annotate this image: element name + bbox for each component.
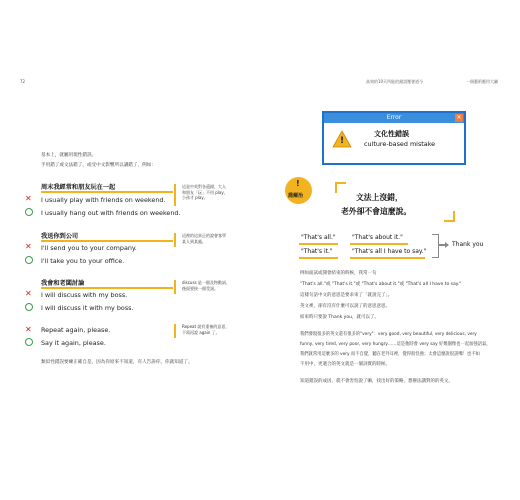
wrong-sentence: I'll send you to your company. <box>41 244 137 252</box>
paragraph-line: funny, very tired, very poor, very hungry……這是他時會 very say 好幾個像也一起加強語氣， <box>300 342 491 347</box>
page-number: 72 <box>20 79 26 84</box>
correct-sentence: Say it again, please. <box>41 339 106 347</box>
thank-you-result: Thank you <box>452 241 484 248</box>
bubble-line-2: 老外卻不會這麼說。 <box>341 207 412 216</box>
running-header-right: 一個藝術應用大屬 <box>466 79 498 84</box>
note-bracket <box>174 324 180 338</box>
example-note <box>182 233 226 244</box>
note-bracket <box>174 184 180 206</box>
bubble-line-1: 文法上沒錯， <box>356 193 403 202</box>
group-bracket <box>432 234 439 258</box>
intro-line-2: 手用錯了或文法錯了，或受中文影響所以講錯了，例如： <box>41 163 156 168</box>
note-line: 小孩才 play。 <box>182 195 208 201</box>
phrase-underline <box>299 243 338 245</box>
wrong-sentence: Repeat again, please. <box>41 326 111 334</box>
paragraph-line: 知道錯誤的成因，就不會害怕說了嘛，找出好的策略，想辦法講對的的英文。 <box>300 379 453 384</box>
note-line: 後面要接一個受詞。 <box>182 285 218 291</box>
phrase-underline <box>350 243 408 245</box>
note-line: 不需再說 again 了。 <box>182 329 220 335</box>
badge-name: 喬爾治 <box>288 193 304 199</box>
paragraph-line: 這樣句話中文的意思是要求束了「就說完了」。 <box>300 293 393 298</box>
heading-underline <box>41 240 173 242</box>
badge-mark: ! <box>296 179 300 188</box>
note-line: 和朋友「玩」不用 play， <box>182 189 228 195</box>
note-line: Repeat 就有重複的意思， <box>182 324 230 329</box>
phrase-underline <box>350 257 425 259</box>
arrow-right-icon <box>445 242 449 248</box>
wrong-mark-icon: ✕ <box>25 242 32 251</box>
footer-note: 類似性錯誤要練正確自是，因為你原來不知道，有人告訴你，你就知道了。 <box>41 360 193 365</box>
paragraph-line: 我們就常用這麼多的 very 而不自覺，聽在老外耳裡，覺得很怪強；太會這麼說很誤嘴！也不如 <box>300 352 480 357</box>
correct-mark-icon <box>25 208 33 216</box>
correct-sentence: I will discuss it with my boss. <box>41 304 134 312</box>
bubble-corner-br <box>444 211 455 222</box>
note-bracket <box>174 280 180 294</box>
note-line: discuss 是一個及物動詞， <box>182 280 230 285</box>
correct-mark-icon <box>25 338 33 346</box>
correct-sentence: I'll take you to your office. <box>41 257 125 265</box>
wrong-mark-icon: ✕ <box>25 289 32 298</box>
example-note <box>182 280 230 291</box>
paragraph-line: 英文裡，卻有沒有什麼可以說了的意思意思。 <box>300 304 390 309</box>
note-line: 這是中英對各還錯，大人 <box>182 184 226 189</box>
phrase-thats-all-i-have: "That's all I have to say." <box>352 248 427 255</box>
wrong-sentence: I will discuss with my boss. <box>41 291 128 299</box>
close-icon: ✕ <box>456 114 462 121</box>
phrase-underline <box>299 257 338 259</box>
note-line: 這裡的這真正的說會客學 <box>182 233 226 238</box>
heading-underline <box>41 287 173 289</box>
paragraph-line: "That's all."或 "That's it."或 "That's about it."或 "That's all I have to say." <box>300 282 462 287</box>
intro-line-1: 基本上，就屬用現性錯誤。 <box>41 153 97 158</box>
wrong-mark-icon: ✕ <box>25 325 32 334</box>
paragraph-line: 結束時只要說 Thank you，就可以了。 <box>300 315 379 320</box>
example-heading: 我會和老闆討論 <box>41 280 85 287</box>
wrong-sentence: I usually play with friends on weekend. <box>41 196 166 204</box>
bubble-corner-tl <box>335 182 346 193</box>
phrase-thats-all: "That's all." <box>301 234 336 241</box>
example-note <box>182 184 228 201</box>
author-badge <box>285 177 312 204</box>
note-line: 某人到某處。 <box>182 238 206 244</box>
example-heading: 周末我經常和朋友玩在一起 <box>41 184 116 191</box>
heading-underline <box>41 191 173 193</box>
correct-mark-icon <box>25 256 33 264</box>
error-text-zh: 文化性錯誤 <box>374 130 409 138</box>
paragraph-line: 例如面試或開會結束的時候，我常一句 <box>300 271 377 276</box>
phrase-thats-it: "That's it." <box>301 248 333 255</box>
error-window <box>322 111 466 165</box>
running-header-left: 高效的10天所能的錯誤壓會道今 <box>366 79 424 84</box>
paragraph-line: 我們發現很多的英文還有很多的"very"：very good, very beautiful, very delicious, very <box>300 332 477 337</box>
phrase-thats-about-it: "That's about it." <box>352 234 403 241</box>
note-bracket <box>174 233 180 247</box>
error-title: Error <box>324 113 464 123</box>
example-note <box>182 324 229 335</box>
wrong-mark-icon: ✕ <box>25 194 32 203</box>
error-text-en: culture-based mistake <box>364 140 436 148</box>
paragraph-line: 不用中，更適合的英文就是一個詞實的時候。 <box>300 362 390 367</box>
correct-mark-icon <box>25 303 33 311</box>
correct-sentence: I usually hang out with friends on weekend. <box>41 209 181 217</box>
warning-mark: ! <box>340 136 345 146</box>
example-heading: 我送你到公司 <box>41 233 79 240</box>
